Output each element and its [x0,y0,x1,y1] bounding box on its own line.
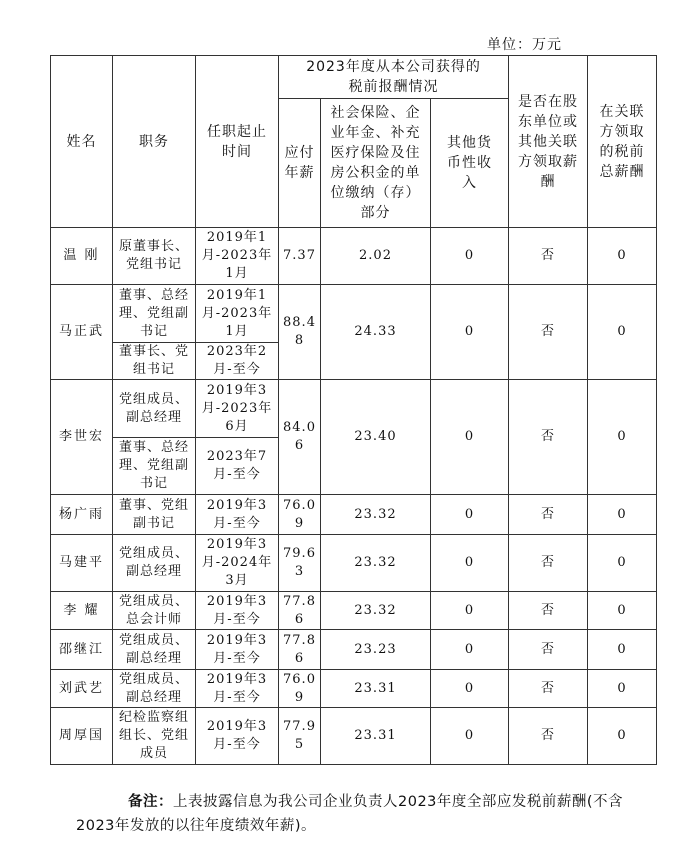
footnote-label: 备注： [128,794,173,810]
row-related-pay: 0 [588,380,657,495]
row-name: 李 耀 [51,592,113,630]
row-related-pay: 0 [588,630,657,670]
header-name: 姓名 [51,56,113,228]
row-term: 2019年3月-至今 [196,670,279,708]
row-name: 李世宏 [51,380,113,495]
row-term: 2019年3月-至今 [196,630,279,670]
row-name: 杨广雨 [51,495,113,535]
footnote [76,790,636,838]
row-name: 邵继江 [51,630,113,670]
unit-label: 单位：万元 [487,37,562,53]
row-social: 23.31 [321,670,431,708]
row-position: 董事、总经理、党组副书记 [113,285,196,343]
header-other: 其他货币性收入 [431,99,509,228]
row-social: 2.02 [321,228,431,285]
table-row [51,495,657,535]
row-other: 0 [431,592,509,630]
row-related: 否 [509,592,588,630]
row-social: 23.32 [321,495,431,535]
executive-compensation-table [50,55,657,765]
row-social: 23.32 [321,535,431,592]
row-position: 党组成员、总会计师 [113,592,196,630]
row-related: 否 [509,708,588,765]
row-related: 否 [509,670,588,708]
row-salary: 77.86 [279,630,321,670]
table-row [51,708,657,765]
row-social: 23.31 [321,708,431,765]
header-social: 社会保险、企业年金、补充医疗保险及住房公积金的单位缴纳（存）部分 [321,99,431,228]
row-social: 24.33 [321,285,431,380]
row-other: 0 [431,228,509,285]
row-other: 0 [431,535,509,592]
row-other: 0 [431,495,509,535]
row-related-pay: 0 [588,285,657,380]
row-other: 0 [431,630,509,670]
row-name: 刘武艺 [51,670,113,708]
header-related: 是否在股东单位或其他关联方领取薪酬 [509,56,588,228]
table-row [51,535,657,592]
header-related-pay: 在关联方领取的税前总薪酬 [588,56,657,228]
row-social: 23.23 [321,630,431,670]
footnote-text: 上表披露信息为我公司企业负责人2023年度全部应发税前薪酬(不含2023年发放的以往年度绩效年薪)。 [76,794,624,834]
row-term: 2019年3月-至今 [196,495,279,535]
row-social: 23.40 [321,380,431,495]
row-salary: 88.48 [279,285,321,380]
row-related: 否 [509,228,588,285]
header-term: 任职起止时间 [196,56,279,228]
header-pretax-group: 2023年度从本公司获得的税前报酬情况 [279,56,509,99]
row-term: 2019年1月-2023年1月 [196,285,279,343]
row-term: 2019年1月-2023年1月 [196,228,279,285]
row-salary: 76.09 [279,670,321,708]
table-row [51,228,657,285]
row-name: 温 刚 [51,228,113,285]
row-name: 周厚国 [51,708,113,765]
row-salary: 76.09 [279,495,321,535]
header-salary: 应付年薪 [279,99,321,228]
row-salary: 77.86 [279,592,321,630]
row-position: 党组成员、副总经理 [113,670,196,708]
row-related-pay: 0 [588,495,657,535]
row-other: 0 [431,380,509,495]
row-salary: 84.06 [279,380,321,495]
row-term: 2023年7月-至今 [196,438,279,495]
row-position: 党组成员、副总经理 [113,380,196,438]
table-row [51,592,657,630]
row-position: 董事、总经理、党组副书记 [113,438,196,495]
row-related: 否 [509,495,588,535]
row-term: 2019年3月-2024年3月 [196,535,279,592]
table-row [51,630,657,670]
header-position: 职务 [113,56,196,228]
row-other: 0 [431,708,509,765]
row-social: 23.32 [321,592,431,630]
row-related-pay: 0 [588,592,657,630]
row-related: 否 [509,380,588,495]
row-related-pay: 0 [588,535,657,592]
row-salary: 7.37 [279,228,321,285]
row-related: 否 [509,535,588,592]
row-other: 0 [431,670,509,708]
row-other: 0 [431,285,509,380]
row-name: 马建平 [51,535,113,592]
row-related: 否 [509,630,588,670]
row-salary: 79.63 [279,535,321,592]
table-row [51,670,657,708]
row-term: 2019年3月-至今 [196,708,279,765]
row-related-pay: 0 [588,708,657,765]
row-position: 党组成员、副总经理 [113,630,196,670]
row-term: 2023年2月-至今 [196,343,279,380]
row-related: 否 [509,285,588,380]
table-row [51,285,657,343]
row-position: 纪检监察组组长、党组成员 [113,708,196,765]
row-position: 党组成员、副总经理 [113,535,196,592]
row-name: 马正武 [51,285,113,380]
row-term: 2019年3月-至今 [196,592,279,630]
row-salary: 77.95 [279,708,321,765]
table-row [51,380,657,438]
row-position: 董事、党组副书记 [113,495,196,535]
row-related-pay: 0 [588,670,657,708]
row-position: 原董事长、党组书记 [113,228,196,285]
row-position: 董事长、党组书记 [113,343,196,380]
row-related-pay: 0 [588,228,657,285]
row-term: 2019年3月-2023年6月 [196,380,279,438]
